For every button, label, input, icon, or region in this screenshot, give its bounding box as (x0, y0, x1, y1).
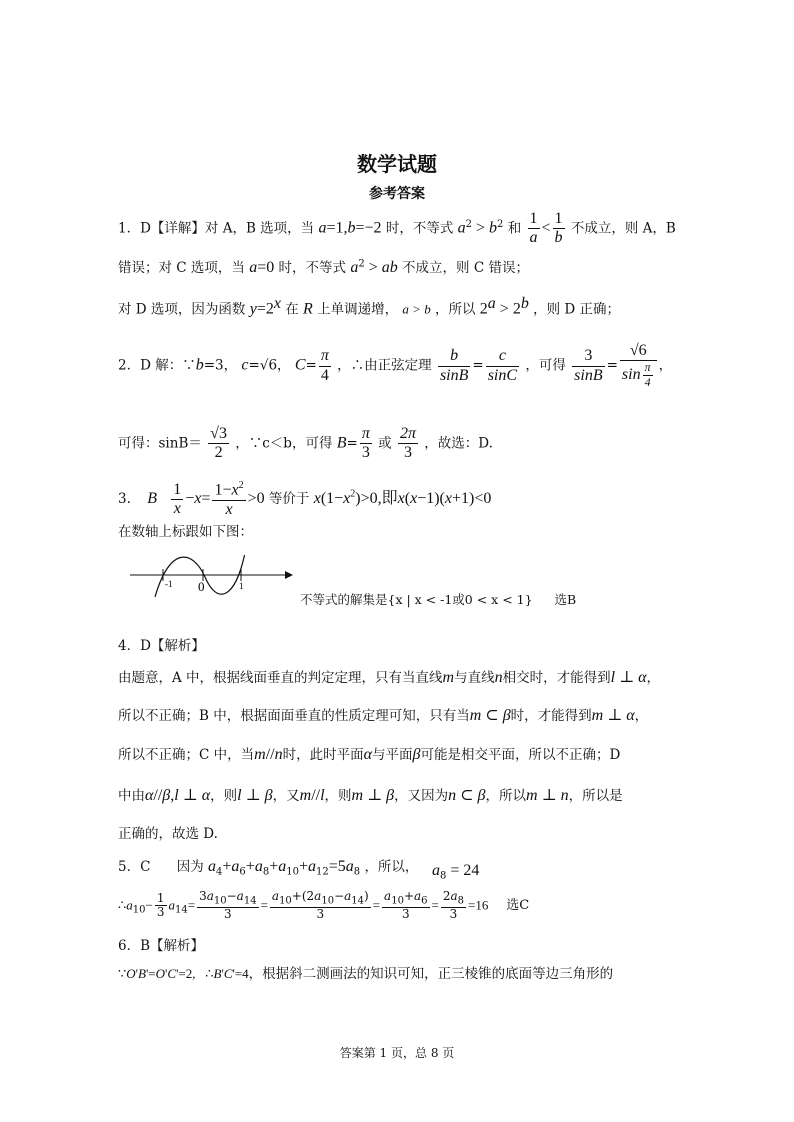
q6-head: 6．B【解析】 (118, 938, 205, 954)
q3-line2: 在数轴上标跟如下图： (118, 524, 253, 540)
q5-line2: $\therefore a_{10}-$ $\frac{1}{3}$ $a_{14}=$ $\frac{3a_{10}-a_{14}}{3}$ = $\frac{a_{10}+(2a_{10}-a_{14})}{3}$ = $\frac{a_{10}+a_6}{3}$ = $\frac{2a_8}{3}$ =16 选C (118, 889, 530, 921)
page-footer: 答案第 1 页，总 8 页 (339, 1046, 455, 1060)
q1-line1: 1．D【详解】对 A，B 选项，当 a=1,b=−2 时，不等式 $a^2 > b^2$ 和 $\frac{1}{a}$ < $\frac{1}{b}$ 不成立，则 A，B (118, 210, 676, 247)
q3-line1: 3. B $\frac{1}{x}$ −x= $\frac{1-x^2}{x}$ >0 等价于 $x(1-x^2)>0$,即x(x−1)(x+1)<0 (118, 480, 492, 518)
number-line-arrow (285, 571, 293, 579)
q4-line4: 中由α//β,l ⊥ α，则l ⊥ β，又m//l，则m ⊥ β，又因为n ⊂ β，所以m ⊥ n，所以是 (118, 787, 623, 804)
q4-line2: 所以不正确；B 中，根据面面垂直的性质定理可知，只有当m ⊂ β时，才能得到m ⊥ α， (118, 707, 649, 724)
q6-line1: ∵O'B'=O'C'=2, ∴B'C'=4，根据斜二测画法的知识可知，正三棱锥的底面等边三角形的 (118, 966, 614, 982)
q1-line2: 错误；对 C 选项，当 a=0 时，不等式 $a^2$ > ab 不成立，则 C 错误； (118, 258, 529, 276)
q4-line1: 由题意，A 中，根据线面垂直的判定定理，只有当直线m与直线n相交时，才能得到l ⊥ α， (118, 669, 661, 686)
tick-label-minus-one: -1 (165, 579, 173, 589)
q4-line5: 正确的，故选 D. (118, 826, 218, 842)
number-line-figure (125, 555, 295, 605)
q5-line1: 5．C 因为 $a_4+a_6+a_8+a_{10}+a_{12}=5a_8$ ，所以， (118, 858, 419, 878)
tick-label-one: 1 (239, 581, 244, 591)
q2-line2: 可得：sinB＝ $\frac{√3}{2}$ ，∵c＜b，可得 B= $\frac{\pi}{3}$ 或 $\frac{2\pi}{3}$ ，故选：D. (118, 425, 493, 462)
page-subtitle: 参考答案 (369, 186, 425, 202)
q1-line3: 对 D 选项，因为函数 $y=2^x$ 在 R 上单调递增， a > b ，所以 $2^a > 2^b$ ，则 D 正确； (118, 295, 621, 318)
tick-label-zero: 0 (198, 579, 205, 594)
page-title: 数学试题 (357, 152, 437, 176)
q3-solution: 不等式的解集是{x | x < -1或0 < x < 1} 选B (300, 592, 577, 607)
q4-line3: 所以不正确；C 中，当m//n时，此时平面α与平面β可能是相交平面，所以不正确；D (118, 746, 621, 763)
q2-line1: 2．D 解：∵b=3， c=√6， C= $\frac{\pi}{4}$ ，∴由正弦定理 $\frac{b}{\sin B}$ = $\frac{c}{\sin C}$ ，可得 $\frac{3}{\sin B}$ = √6 sin $\frac{\pi}{4}$ ， (118, 342, 673, 390)
q5-result: $a_8 = 24$ (432, 862, 480, 882)
q4-head: 4．D【解析】 (118, 638, 205, 654)
